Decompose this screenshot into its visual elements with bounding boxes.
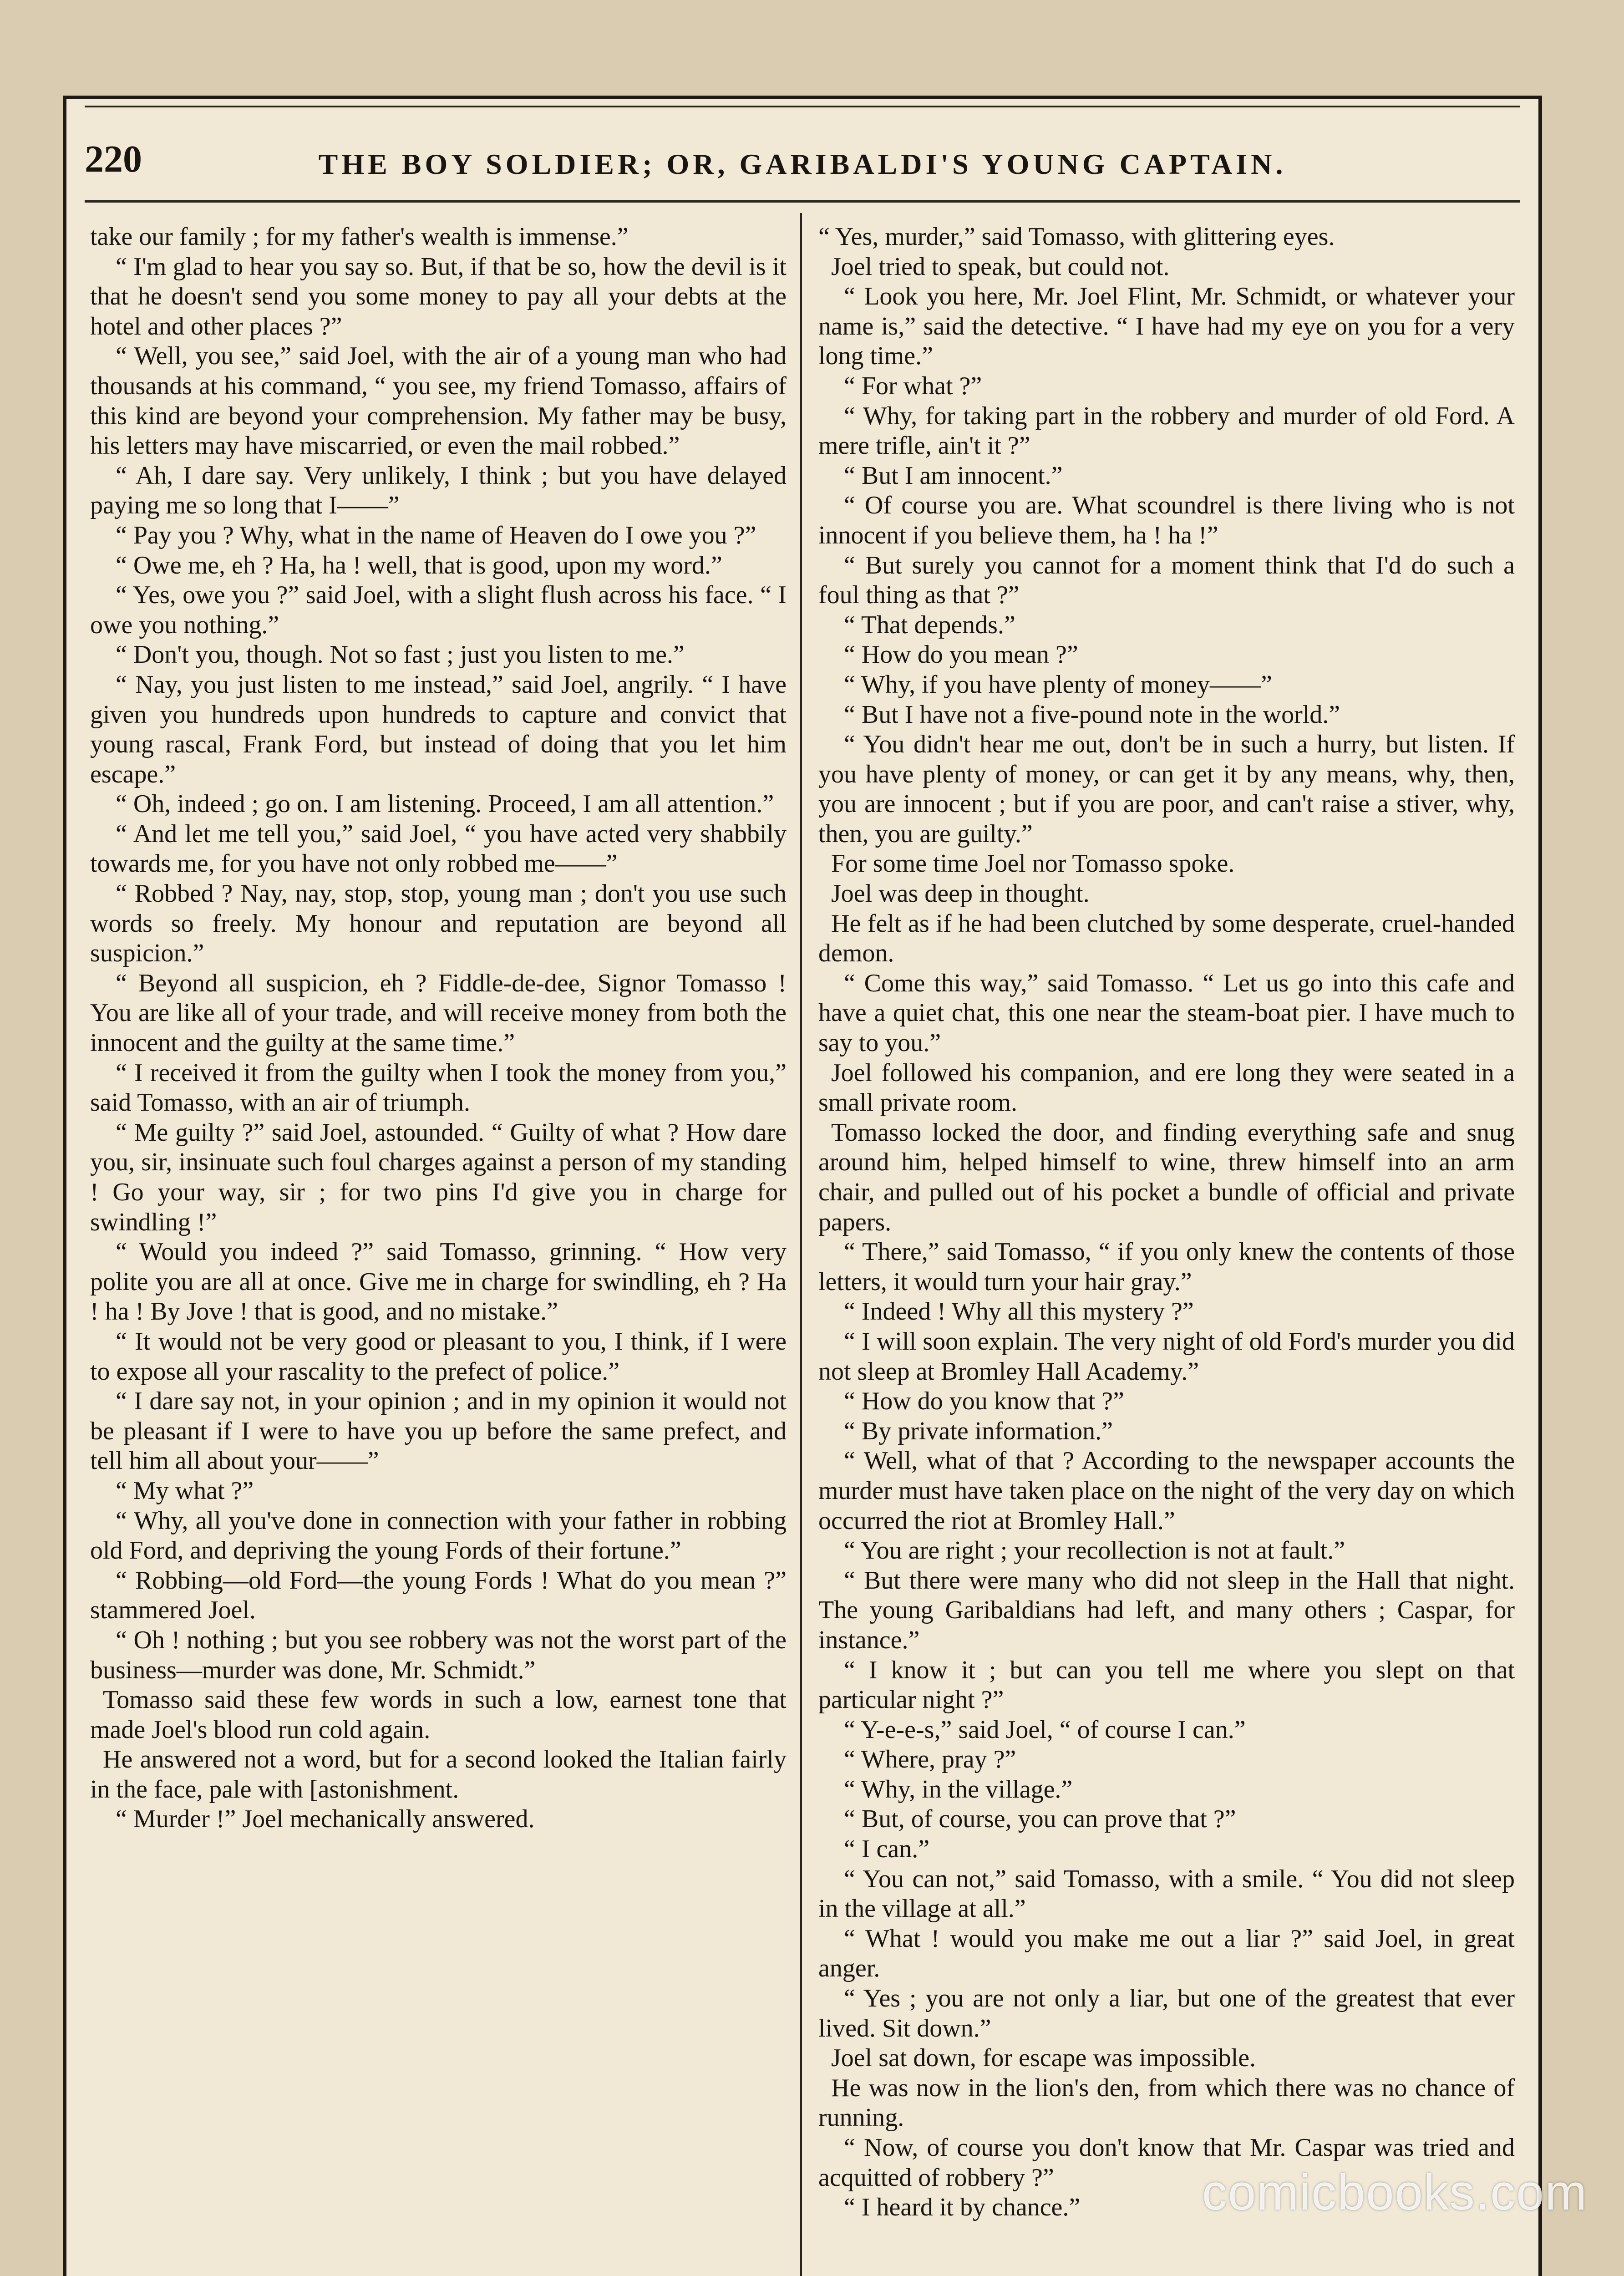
paragraph: “ I know it ; but can you tell me where you slept on that particular night ?” <box>818 1656 1515 1714</box>
paragraph: “ How do you know that ?” <box>844 1387 1124 1416</box>
header-rule <box>85 200 1520 203</box>
paragraph: “ My what ?” <box>116 1476 254 1505</box>
paragraph: “ You didn't hear me out, don't be in such a hurry, but listen. If you have plenty of money, or can get it by any means, why, then, you are innocent ; but if you are poor, and can't raise a stiver, why, then, you are guilty.” <box>818 730 1515 848</box>
paragraph: “ Why, in the village.” <box>844 1775 1073 1804</box>
paragraph: “ I'm glad to hear you say so. But, if that be so, how the devil is it that he doesn't send you some money to pay all your debts at the hotel and other places ?” <box>90 252 787 340</box>
paragraph: “ But I have not a five-pound note in the world.” <box>844 700 1340 729</box>
paragraph: “ For what ?” <box>844 371 982 400</box>
paragraph: “ Beyond all suspicion, eh ? Fiddle-de-dee, Signor Tomasso ! You are like all of your trade, and will receive money from both the innocent and the guilty at the same time.” <box>90 969 787 1057</box>
paragraph: “ Well, what of that ? According to the newspaper accounts the murder must have taken place on the night of the very day on which occurred the riot at Bromley Hall.” <box>818 1447 1515 1535</box>
paragraph: “ But there were many who did not sleep in the Hall that night. The young Garibaldians had left, and many others ; Caspar, for instance.” <box>818 1566 1515 1654</box>
paragraph: “ Indeed ! Why all this mystery ?” <box>844 1297 1194 1326</box>
paragraph: Joel tried to speak, but could not. <box>831 252 1170 281</box>
paragraph: “ I heard it by chance.” <box>844 2193 1081 2222</box>
paragraph: “ I will soon explain. The very night of old Ford's murder you did not sleep at Bromley Hall Academy.” <box>818 1327 1515 1386</box>
paragraph: For some time Joel nor Tomasso spoke. <box>831 849 1235 878</box>
paragraph: “ Why, for taking part in the robbery and murder of old Ford. A mere trifle, ain't it ?” <box>818 401 1515 460</box>
paragraph: “ But surely you cannot for a moment think that I'd do such a foul thing as that ?” <box>818 551 1515 610</box>
paragraph: “ Now, of course you don't know that Mr. Caspar was tried and acquitted of robbery ?” <box>818 2134 1515 2192</box>
running-title: THE BOY SOLDIER; OR, GARIBALDI'S YOUNG CAPTAIN. <box>318 148 1287 180</box>
paragraph: “ Would you indeed ?” said Tomasso, grinning. “ How very polite you are all at once. Give me in charge for swindling, eh ? Ha ! ha ! By Jove ! that is good, and no mistake.” <box>90 1238 787 1326</box>
page-number: 220 <box>85 138 142 180</box>
paragraph: “ What ! would you make me out a liar ?” said Joel, in great anger. <box>818 1924 1515 1983</box>
paragraph: “ I can.” <box>844 1835 930 1864</box>
paragraph: “ It would not be very good or pleasant to you, I think, if I were to expose all your rascality to the prefect of police.” <box>90 1327 787 1386</box>
column-divider <box>800 213 802 2276</box>
paragraph: “ Oh ! nothing ; but you see robbery was not the worst part of the business—murder was done, Mr. Schmidt.” <box>90 1626 787 1684</box>
left-column <box>90 222 787 2276</box>
paragraph: “ You are right ; your recollection is not at fault.” <box>844 1536 1345 1565</box>
paragraph: “ And let me tell you,” said Joel, “ you have acted very shabbily towards me, for you have not only robbed me——” <box>90 819 787 878</box>
paragraph: He felt as if he had been clutched by some desperate, cruel-handed demon. <box>818 909 1515 968</box>
paragraph: “ Nay, you just listen to me instead,” said Joel, angrily. “ I have given you hundreds upon hundreds to capture and convict that young rascal, Frank Ford, but instead of doing that you let him escape.” <box>90 670 787 788</box>
paragraph: “ Me guilty ?” said Joel, astounded. “ Guilty of what ? How dare you, sir, insinuate such foul charges against a person of my standing ! Go your way, sir ; for two pins I'd give you in charge for swindling !” <box>90 1118 787 1236</box>
paragraph: “ But I am innocent.” <box>844 461 1063 490</box>
top-rule <box>85 106 1520 107</box>
paragraph: Joel followed his companion, and ere long they were seated in a small private room. <box>818 1058 1515 1117</box>
paragraph: “ You can not,” said Tomasso, with a smile. “ You did not sleep in the village at all.” <box>818 1864 1515 1923</box>
paragraph: “ Yes, murder,” said Tomasso, with glittering eyes. <box>818 223 1335 251</box>
paragraph: “ By private information.” <box>844 1417 1113 1445</box>
page-header <box>85 127 1520 181</box>
right-column <box>818 222 1515 2276</box>
paragraph: He was now in the lion's den, from which there was no chance of running. <box>818 2073 1515 2132</box>
paragraph: “ Well, you see,” said Joel, with the air of a young man who had thousands at his command, “ you see, my friend Tomasso, affairs of this kind are beyond your comprehension. My father may be busy, his letters may have miscarried, or even the mail robbed.” <box>90 342 787 460</box>
paragraph: Joel sat down, for escape was impossible. <box>831 2044 1256 2073</box>
paragraph: “ Ah, I dare say. Very unlikely, I think ; but you have delayed paying me so long that I——” <box>90 461 787 520</box>
paragraph: “ I dare say not, in your opinion ; and in my opinion it would not be pleasant if I were to have you up before the same prefect, and tell him all about your——” <box>90 1387 787 1475</box>
paragraph: “ But, of course, you can prove that ?” <box>844 1805 1236 1834</box>
paragraph: “ How do you mean ?” <box>844 640 1078 669</box>
paragraph: take our family ; for my father's wealth is immense.” <box>90 223 629 251</box>
paragraph: “ Owe me, eh ? Ha, ha ! well, that is good, upon my word.” <box>116 551 722 579</box>
paragraph: “ Pay you ? Why, what in the name of Heaven do I owe you ?” <box>116 521 756 549</box>
paragraph: “ Robbed ? Nay, nay, stop, stop, young man ; don't you use such words so freely. My honour and reputation are beyond all suspicion.” <box>90 879 787 968</box>
paragraph: Tomasso said these few words in such a low, earnest tone that made Joel's blood run cold again. <box>90 1686 787 1744</box>
paragraph: “ Don't you, though. Not so fast ; just you listen to me.” <box>116 640 685 669</box>
printed-page <box>63 96 1542 2276</box>
paragraph: Tomasso locked the door, and finding everything safe and snug around him, helped himself to wine, threw himself into an arm chair, and pulled out of his pocket a bundle of official and private papers. <box>818 1118 1515 1236</box>
paragraph: “ Oh, indeed ; go on. I am listening. Proceed, I am all attention.” <box>116 790 774 818</box>
paragraph: “ Murder !” Joel mechanically answered. <box>116 1805 535 1834</box>
paragraph: “ Y-e-e-s,” said Joel, “ of course I can.” <box>844 1715 1246 1744</box>
paragraph: “ Why, if you have plenty of money——” <box>844 670 1272 699</box>
paragraph: He answered not a word, but for a second looked the Italian fairly in the face, pale with [astonishment. <box>90 1745 787 1804</box>
paragraph: “ Come this way,” said Tomasso. “ Let us go into this cafe and have a quiet chat, this one near the steam-boat pier. I have much to say to you.” <box>818 969 1515 1057</box>
watermark-logo: comicbooks.com <box>1202 2164 1588 2220</box>
paragraph: “ Yes, owe you ?” said Joel, with a slight flush across his face. “ I owe you nothing.” <box>90 581 787 639</box>
paragraph: “ I received it from the guilty when I took the money from you,” said Tomasso, with an air of triumph. <box>90 1058 787 1117</box>
paragraph: “ Robbing—old Ford—the young Fords ! What do you mean ?” stammered Joel. <box>90 1566 787 1625</box>
paragraph: “ Why, all you've done in connection with your father in robbing old Ford, and depriving the young Fords of their fortune.” <box>90 1506 787 1565</box>
paragraph: “ That depends.” <box>844 610 1015 639</box>
paragraph: “ Of course you are. What scoundrel is there living who is not innocent if you believe them, ha ! ha !” <box>818 491 1515 549</box>
paragraph: “ Yes ; you are not only a liar, but one of the greatest that ever lived. Sit down.” <box>818 1984 1515 2042</box>
paragraph: “ Where, pray ?” <box>844 1745 1016 1774</box>
paragraph: “ There,” said Tomasso, “ if you only knew the contents of those letters, it would turn your hair gray.” <box>818 1238 1515 1296</box>
paragraph: Joel was deep in thought. <box>831 879 1090 908</box>
paragraph: “ Look you here, Mr. Joel Flint, Mr. Schmidt, or whatever your name is,” said the detective. “ I have had my eye on you for a very long time.” <box>818 282 1515 371</box>
